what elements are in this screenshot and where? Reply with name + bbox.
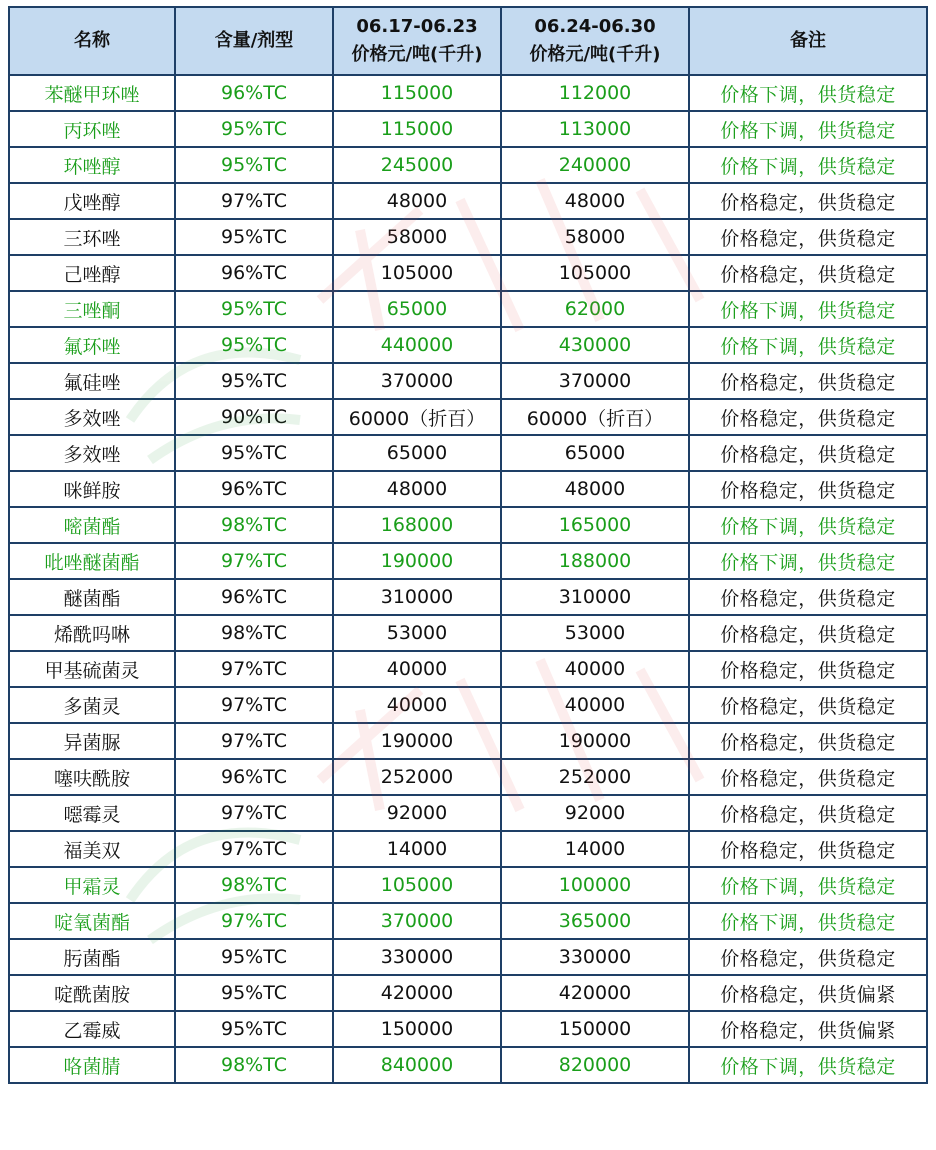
- cell-name: 烯酰吗啉: [9, 615, 175, 651]
- cell-note: 价格稳定，供货稳定: [689, 255, 927, 291]
- table-header: [9, 7, 927, 75]
- table-row: [9, 435, 927, 471]
- cell-price-week2: 100000: [501, 867, 689, 903]
- cell-note: 价格下调，供货稳定: [689, 147, 927, 183]
- cell-note: 价格下调，供货稳定: [689, 291, 927, 327]
- cell-price-week2: 112000: [501, 75, 689, 111]
- cell-price-week1: 420000: [333, 975, 501, 1011]
- cell-name: 肟菌酯: [9, 939, 175, 975]
- cell-price-week2: 365000: [501, 903, 689, 939]
- cell-note: 价格稳定，供货稳定: [689, 363, 927, 399]
- table-row: [9, 795, 927, 831]
- cell-price-week2: 92000: [501, 795, 689, 831]
- cell-price-week2: 420000: [501, 975, 689, 1011]
- cell-price-week2: 48000: [501, 183, 689, 219]
- header-week1-date: 06.17-06.23: [356, 16, 478, 37]
- cell-spec: 95%TC: [175, 363, 333, 399]
- cell-name: 多菌灵: [9, 687, 175, 723]
- table-row: [9, 255, 927, 291]
- cell-price-week1: 48000: [333, 183, 501, 219]
- cell-name: 环唑醇: [9, 147, 175, 183]
- header-week2-date: 06.24-06.30: [534, 16, 656, 37]
- table-row: [9, 183, 927, 219]
- cell-price-week1: 245000: [333, 147, 501, 183]
- cell-price-week2: 820000: [501, 1047, 689, 1083]
- cell-spec: 97%TC: [175, 651, 333, 687]
- cell-name: 咪鲜胺: [9, 471, 175, 507]
- cell-spec: 98%TC: [175, 615, 333, 651]
- cell-name: 醚菌酯: [9, 579, 175, 615]
- cell-spec: 95%TC: [175, 975, 333, 1011]
- cell-price-week2: 150000: [501, 1011, 689, 1047]
- cell-price-week1: 115000: [333, 75, 501, 111]
- cell-spec: 96%TC: [175, 75, 333, 111]
- cell-price-week1: 190000: [333, 543, 501, 579]
- cell-price-week1: 150000: [333, 1011, 501, 1047]
- cell-name: 苯醚甲环唑: [9, 75, 175, 111]
- table-row: [9, 543, 927, 579]
- cell-price-week1: 168000: [333, 507, 501, 543]
- cell-spec: 95%TC: [175, 111, 333, 147]
- cell-price-week1: 310000: [333, 579, 501, 615]
- cell-price-week2: 370000: [501, 363, 689, 399]
- cell-price-week2: 105000: [501, 255, 689, 291]
- header-name: 名称: [9, 7, 175, 75]
- cell-spec: 98%TC: [175, 1047, 333, 1083]
- cell-name: 异菌脲: [9, 723, 175, 759]
- cell-spec: 97%TC: [175, 903, 333, 939]
- cell-spec: 96%TC: [175, 579, 333, 615]
- cell-price-week1: 370000: [333, 903, 501, 939]
- table-row: [9, 975, 927, 1011]
- table-row: [9, 111, 927, 147]
- header-week2-unit: 价格元/吨(千升): [529, 44, 661, 65]
- table-row: [9, 399, 927, 435]
- cell-name: 甲霜灵: [9, 867, 175, 903]
- cell-name: 咯菌腈: [9, 1047, 175, 1083]
- cell-note: 价格下调，供货稳定: [689, 543, 927, 579]
- cell-price-week2: 188000: [501, 543, 689, 579]
- table-row: [9, 1011, 927, 1047]
- cell-spec: 97%TC: [175, 795, 333, 831]
- price-table-container: [8, 6, 926, 1084]
- cell-price-week1: 92000: [333, 795, 501, 831]
- cell-note: 价格稳定，供货稳定: [689, 399, 927, 435]
- table-row: [9, 363, 927, 399]
- table-row: [9, 471, 927, 507]
- cell-price-week2: 430000: [501, 327, 689, 363]
- cell-price-week1: 840000: [333, 1047, 501, 1083]
- table-row: [9, 1047, 927, 1083]
- cell-name: 福美双: [9, 831, 175, 867]
- cell-spec: 90%TC: [175, 399, 333, 435]
- cell-price-week2: 60000（折百）: [501, 399, 689, 435]
- table-row: [9, 327, 927, 363]
- cell-price-week2: 165000: [501, 507, 689, 543]
- cell-price-week1: 58000: [333, 219, 501, 255]
- table-row: [9, 219, 927, 255]
- cell-spec: 96%TC: [175, 759, 333, 795]
- table-row: [9, 651, 927, 687]
- table-body: [9, 75, 927, 1083]
- cell-price-week2: 40000: [501, 651, 689, 687]
- header-note: 备注: [689, 7, 927, 75]
- cell-note: 价格下调，供货稳定: [689, 75, 927, 111]
- cell-price-week1: 14000: [333, 831, 501, 867]
- cell-note: 价格稳定，供货稳定: [689, 759, 927, 795]
- cell-price-week2: 240000: [501, 147, 689, 183]
- table-row: [9, 75, 927, 111]
- cell-spec: 96%TC: [175, 255, 333, 291]
- cell-price-week1: 65000: [333, 291, 501, 327]
- cell-name: 丙环唑: [9, 111, 175, 147]
- cell-price-week2: 310000: [501, 579, 689, 615]
- cell-price-week1: 40000: [333, 687, 501, 723]
- cell-name: 吡唑醚菌酯: [9, 543, 175, 579]
- cell-price-week2: 65000: [501, 435, 689, 471]
- cell-name: 戊唑醇: [9, 183, 175, 219]
- cell-note: 价格下调，供货稳定: [689, 1047, 927, 1083]
- cell-price-week2: 58000: [501, 219, 689, 255]
- table-row: [9, 507, 927, 543]
- cell-spec: 97%TC: [175, 543, 333, 579]
- cell-note: 价格稳定，供货稳定: [689, 795, 927, 831]
- cell-spec: 95%TC: [175, 939, 333, 975]
- cell-note: 价格稳定，供货稳定: [689, 723, 927, 759]
- header-row: [9, 7, 927, 75]
- table-row: [9, 759, 927, 795]
- cell-spec: 95%TC: [175, 435, 333, 471]
- table-row: [9, 723, 927, 759]
- cell-name: 氟环唑: [9, 327, 175, 363]
- header-week1: [333, 7, 501, 75]
- cell-note: 价格下调，供货稳定: [689, 507, 927, 543]
- cell-price-week1: 40000: [333, 651, 501, 687]
- cell-name: 三环唑: [9, 219, 175, 255]
- table-row: [9, 687, 927, 723]
- cell-note: 价格稳定，供货稳定: [689, 435, 927, 471]
- cell-name: 啶氧菌酯: [9, 903, 175, 939]
- cell-price-week1: 190000: [333, 723, 501, 759]
- cell-spec: 97%TC: [175, 687, 333, 723]
- cell-note: 价格稳定，供货稳定: [689, 831, 927, 867]
- cell-spec: 97%TC: [175, 723, 333, 759]
- cell-price-week1: 115000: [333, 111, 501, 147]
- table-row: [9, 831, 927, 867]
- cell-price-week2: 252000: [501, 759, 689, 795]
- cell-price-week1: 60000（折百）: [333, 399, 501, 435]
- cell-price-week2: 113000: [501, 111, 689, 147]
- cell-note: 价格稳定，供货稳定: [689, 939, 927, 975]
- cell-name: 甲基硫菌灵: [9, 651, 175, 687]
- cell-name: 啶酰菌胺: [9, 975, 175, 1011]
- cell-spec: 95%TC: [175, 147, 333, 183]
- header-spec: 含量/剂型: [175, 7, 333, 75]
- cell-note: 价格稳定，供货偏紧: [689, 975, 927, 1011]
- cell-spec: 96%TC: [175, 471, 333, 507]
- cell-spec: 95%TC: [175, 219, 333, 255]
- cell-name: 嘧菌酯: [9, 507, 175, 543]
- cell-price-week1: 105000: [333, 255, 501, 291]
- table-row: [9, 579, 927, 615]
- cell-note: 价格稳定，供货稳定: [689, 579, 927, 615]
- cell-name: 乙霉威: [9, 1011, 175, 1047]
- cell-note: 价格稳定，供货稳定: [689, 471, 927, 507]
- cell-note: 价格稳定，供货稳定: [689, 615, 927, 651]
- cell-name: 多效唑: [9, 435, 175, 471]
- cell-spec: 97%TC: [175, 831, 333, 867]
- cell-note: 价格下调，供货稳定: [689, 867, 927, 903]
- cell-name: 己唑醇: [9, 255, 175, 291]
- cell-name: 噁霉灵: [9, 795, 175, 831]
- cell-price-week1: 370000: [333, 363, 501, 399]
- cell-spec: 98%TC: [175, 867, 333, 903]
- cell-note: 价格下调，供货稳定: [689, 111, 927, 147]
- cell-note: 价格稳定，供货偏紧: [689, 1011, 927, 1047]
- cell-name: 噻呋酰胺: [9, 759, 175, 795]
- cell-price-week1: 440000: [333, 327, 501, 363]
- cell-spec: 98%TC: [175, 507, 333, 543]
- cell-spec: 97%TC: [175, 183, 333, 219]
- cell-price-week2: 53000: [501, 615, 689, 651]
- price-table: [8, 6, 928, 1084]
- cell-note: 价格下调，供货稳定: [689, 327, 927, 363]
- cell-note: 价格下调，供货稳定: [689, 903, 927, 939]
- cell-note: 价格稳定，供货稳定: [689, 219, 927, 255]
- cell-price-week2: 190000: [501, 723, 689, 759]
- cell-price-week2: 14000: [501, 831, 689, 867]
- cell-name: 多效唑: [9, 399, 175, 435]
- cell-name: 三唑酮: [9, 291, 175, 327]
- cell-price-week1: 105000: [333, 867, 501, 903]
- table-row: [9, 939, 927, 975]
- cell-spec: 95%TC: [175, 291, 333, 327]
- cell-note: 价格稳定，供货稳定: [689, 183, 927, 219]
- header-week1-unit: 价格元/吨(千升): [351, 44, 483, 65]
- cell-spec: 95%TC: [175, 1011, 333, 1047]
- cell-price-week2: 62000: [501, 291, 689, 327]
- cell-price-week2: 330000: [501, 939, 689, 975]
- table-row: [9, 867, 927, 903]
- cell-spec: 95%TC: [175, 327, 333, 363]
- cell-note: 价格稳定，供货稳定: [689, 651, 927, 687]
- cell-price-week2: 48000: [501, 471, 689, 507]
- header-week2: [501, 7, 689, 75]
- cell-price-week1: 65000: [333, 435, 501, 471]
- cell-price-week2: 40000: [501, 687, 689, 723]
- table-row: [9, 903, 927, 939]
- table-row: [9, 147, 927, 183]
- cell-note: 价格稳定，供货稳定: [689, 687, 927, 723]
- cell-price-week1: 48000: [333, 471, 501, 507]
- cell-price-week1: 252000: [333, 759, 501, 795]
- cell-name: 氟硅唑: [9, 363, 175, 399]
- table-row: [9, 291, 927, 327]
- cell-price-week1: 330000: [333, 939, 501, 975]
- table-row: [9, 615, 927, 651]
- cell-price-week1: 53000: [333, 615, 501, 651]
